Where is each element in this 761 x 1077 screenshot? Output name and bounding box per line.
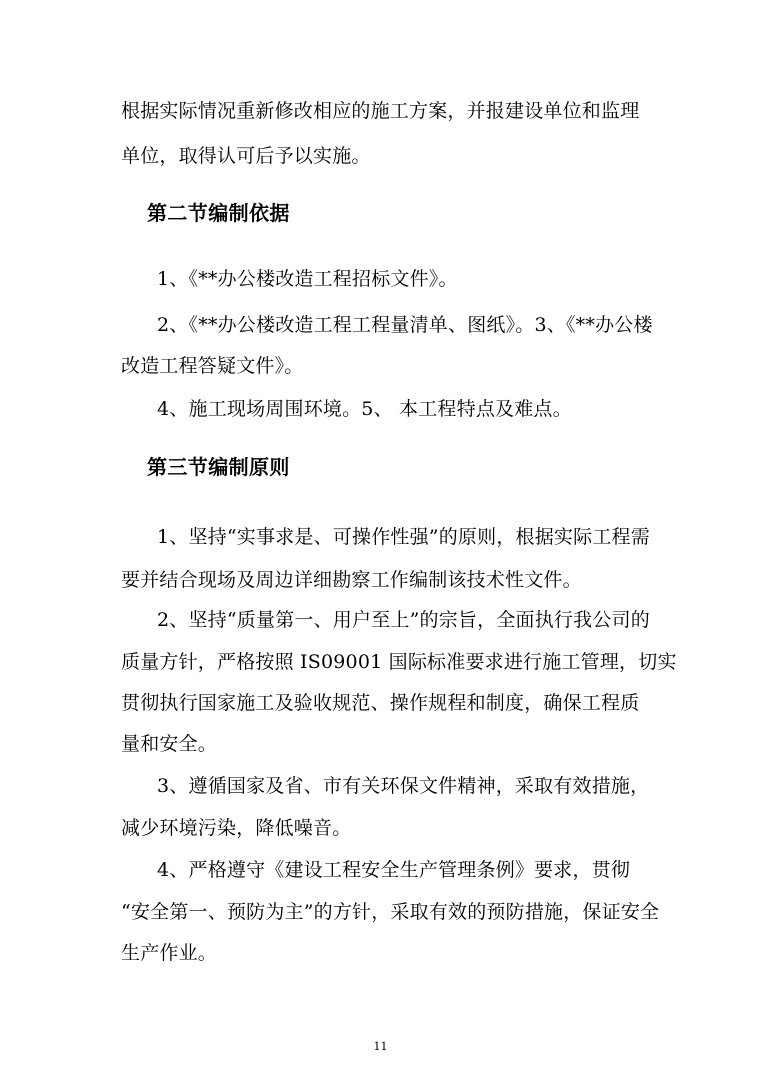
intro-line-1: 根据实际情况重新修改相应的施工方案，并报建设单位和监理 — [121, 100, 640, 122]
section-3-line-1: 1、坚持“实事求是、可操作性强”的原则，根据实际工程需 — [157, 526, 650, 548]
section-3-line-4: 质量方针，严格按照 IS09001 国际标准要求进行施工管理，切实 — [121, 651, 677, 673]
section-2-line-2: 2、《**办公楼改造工程工程量清单、图纸》。3、《**办公楼 — [157, 314, 653, 336]
section-3-line-5: 贯彻执行国家施工及验收规范、操作规程和制度，确保工程质 — [121, 692, 640, 714]
section-3-line-10: “安全第一、预防为主”的方针，采取有效的预防措施，保证安全 — [121, 901, 660, 923]
section-2-line-4: 4、施工现场周围环境。5、 本工程特点及难点。 — [157, 398, 572, 420]
section-3-line-7: 3、遵循国家及省、市有关环保文件精神，采取有效措施， — [157, 775, 650, 797]
section-3-line-11: 生产作业。 — [121, 942, 218, 964]
section-2-title: 第二节编制依据 — [147, 201, 290, 225]
section-3-title: 第三节编制原则 — [147, 455, 290, 479]
section-3-line-3: 2、坚持“质量第一、用户至上”的宗旨，全面执行我公司的 — [157, 609, 650, 631]
page-number: 11 — [373, 1040, 388, 1053]
section-2-line-1: 1、《**办公楼改造工程招标文件》。 — [157, 268, 458, 290]
section-3-line-9: 4、严格遵守《建设工程安全生产管理条例》要求，贯彻 — [157, 859, 631, 881]
intro-line-2: 单位，取得认可后予以实施。 — [121, 145, 371, 167]
section-3-line-8: 减少环境污染，降低噪音。 — [121, 817, 352, 839]
section-2-line-3: 改造工程答疑文件》。 — [121, 355, 304, 377]
section-3-line-6: 量和安全。 — [121, 733, 218, 755]
section-3-line-2: 要并结合现场及周边详细勘察工作编制该技术性文件。 — [121, 569, 582, 591]
